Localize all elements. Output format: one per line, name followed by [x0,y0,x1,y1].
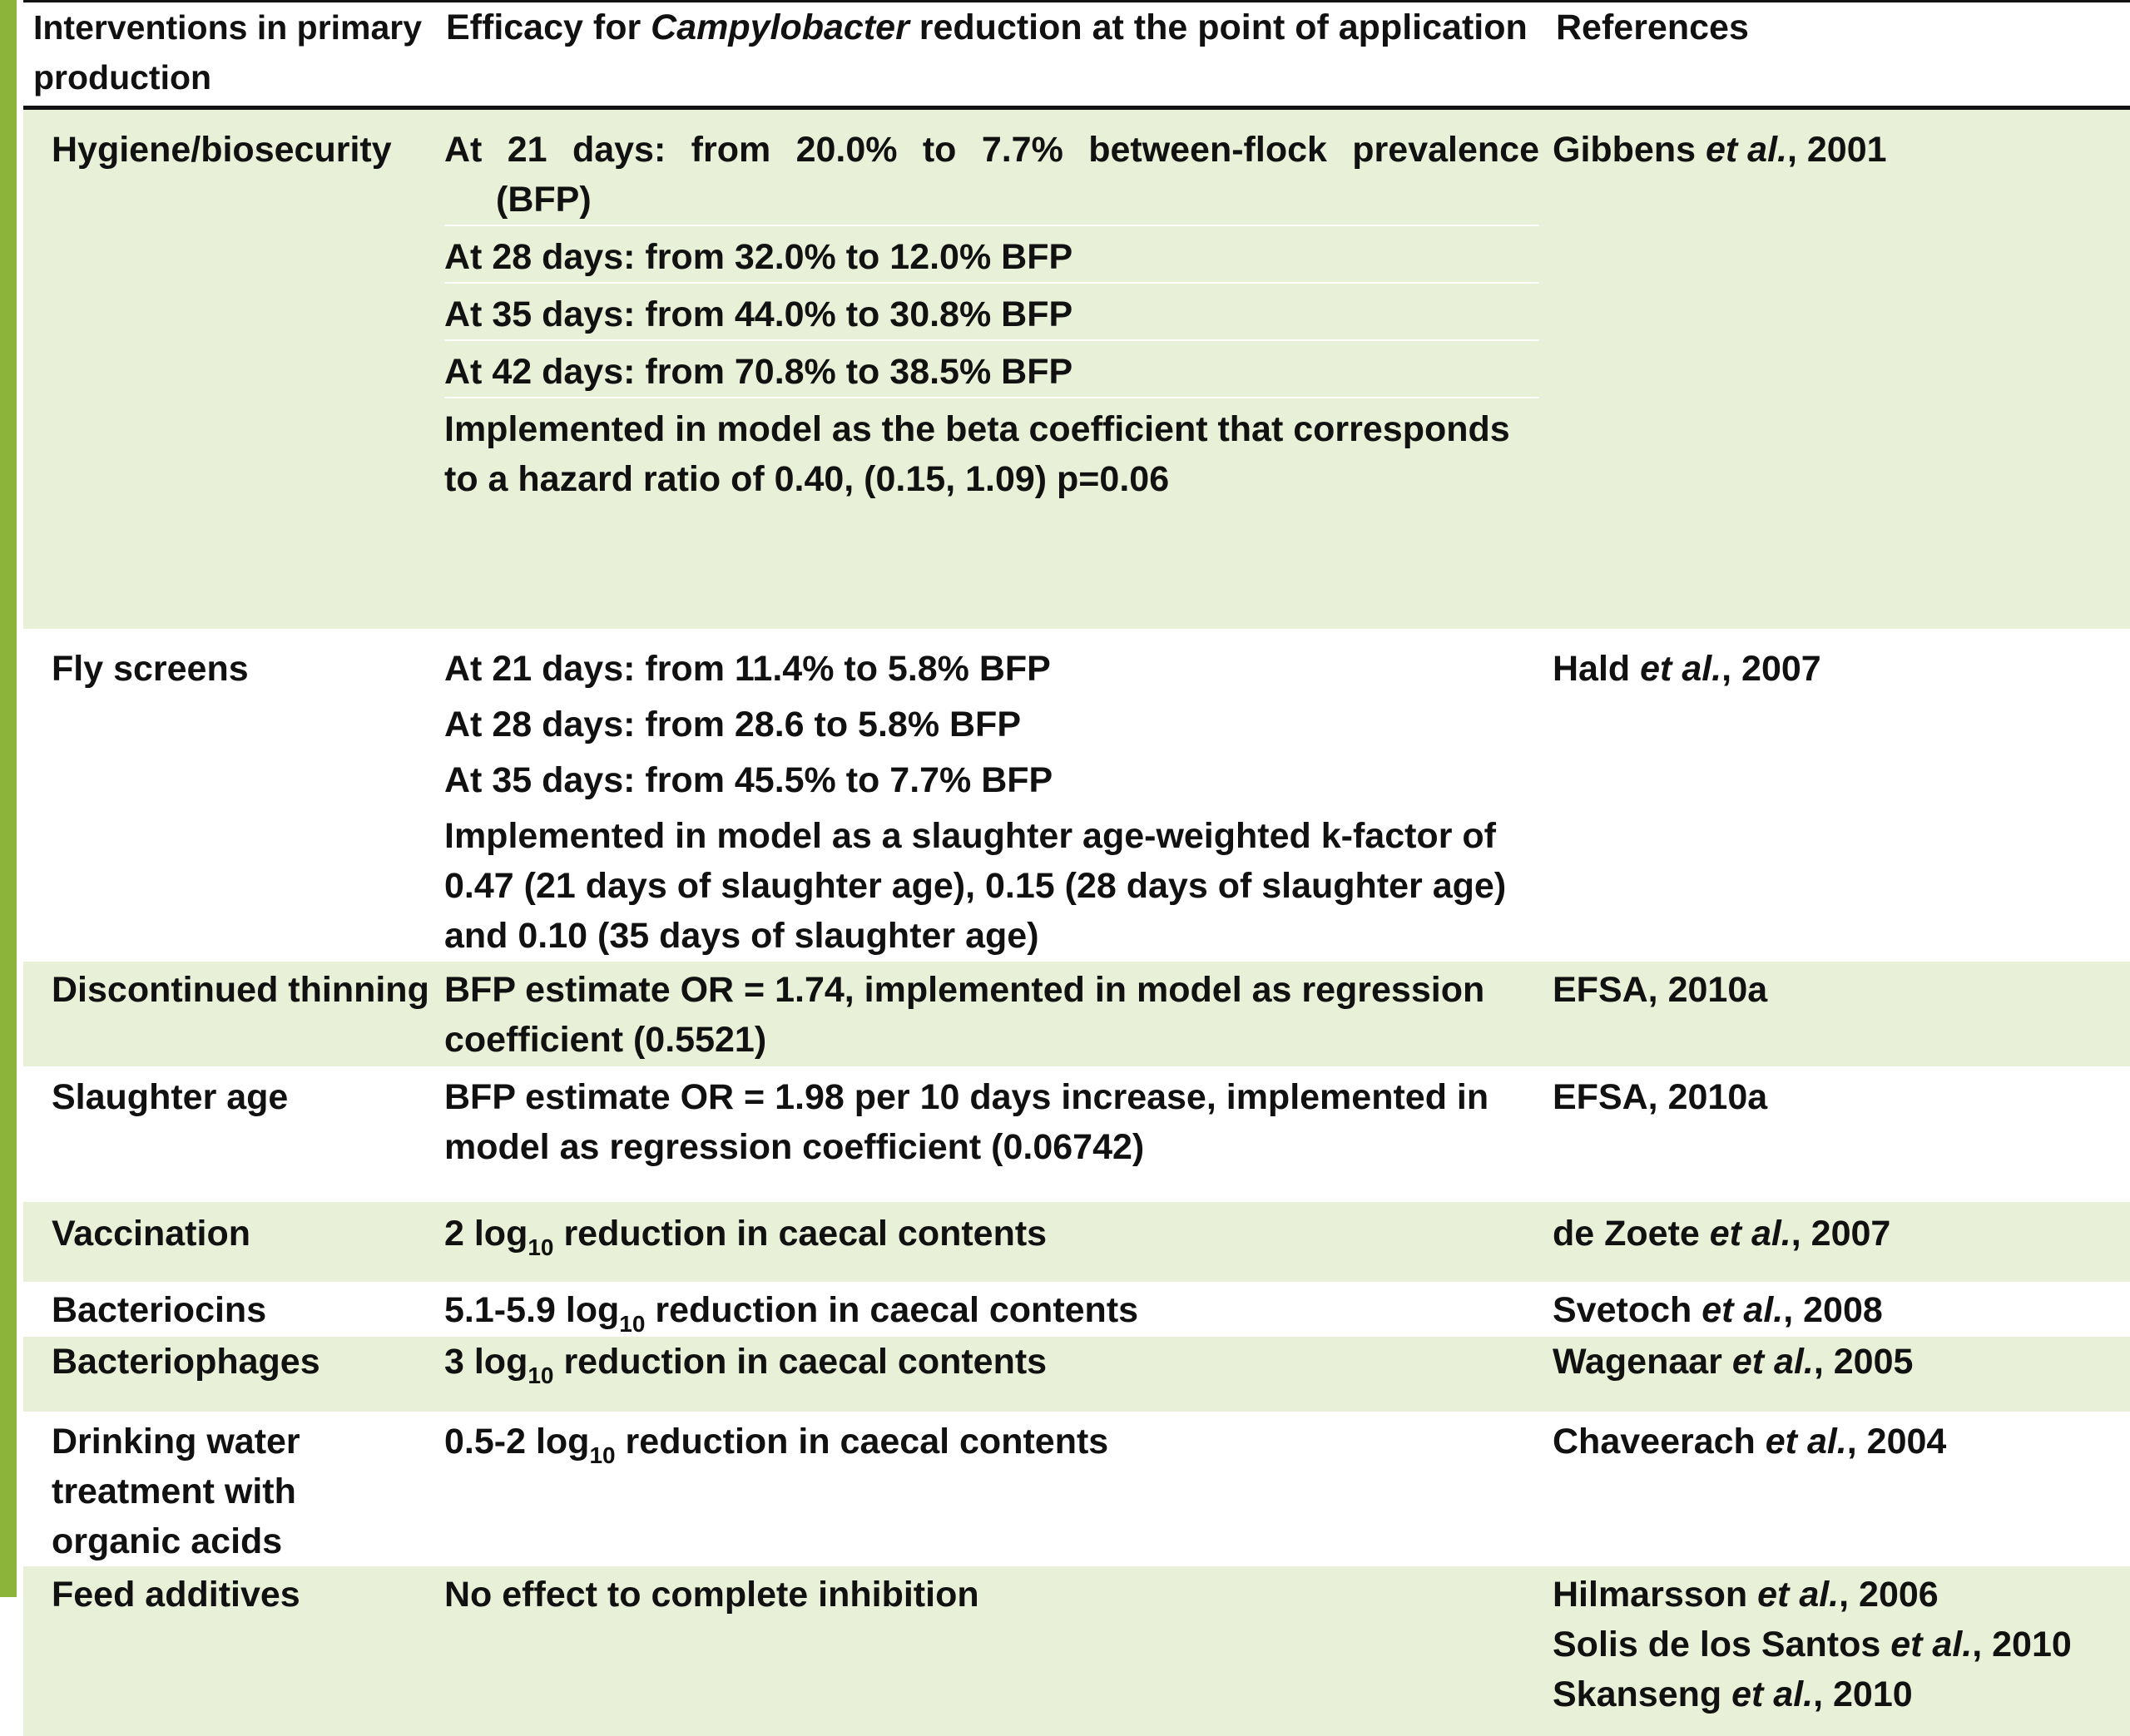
intervention-cell: Drinking water treatment with organic acids [23,1412,439,1566]
efficacy-line: At 35 days: from 44.0% to 30.8% BFP [444,289,1539,341]
reference-cell: Chaveerach et al., 2004 [1546,1412,2130,1566]
table-row [23,1337,2130,1412]
intervention-cell: Feed additives [23,1566,439,1736]
reference-cell: Svetoch et al., 2008 [1546,1282,2130,1337]
efficacy-cell: 3 $\log_{10}$ reduction in caecal contents [439,1337,1546,1412]
reference-cell: Wagenaar et al., 2005 [1546,1337,2130,1412]
efficacy-cell: No effect to complete inhibition [439,1566,1546,1736]
table-row [23,1202,2130,1282]
reference-cell: de Zoete et al., 2007 [1546,1202,2130,1282]
reference-cell [1546,1566,2130,1736]
reference-cell: EFSA, 2010a [1546,1068,2130,1203]
efficacy-cell [439,629,1546,962]
reference-line: Hilmarsson et al., 2006 [1553,1575,1939,1615]
efficacy-cell: 5.1-5.9 $\log_{10}$ reduction in caecal contents [439,1282,1546,1337]
intervention-cell: Discontinued thinning [23,962,439,1068]
accent-bar [0,0,17,1597]
efficacy-line: At 21 days: from 20.0% to 7.7% between-flock prevalence [444,130,1539,170]
intervention-cell: Bacteriocins [23,1282,439,1337]
reference-line: Skanseng et al., 2010 [1553,1674,1913,1714]
intervention-cell: Hygiene/biosecurity [23,108,439,630]
table-row [23,108,2130,630]
efficacy-line: Implemented in model as a slaughter age-weighted k-factor of 0.47 (21 days of slaughter age), 0.15 (28 days of slaughter age) and 0.10 (35 days of slaughter age) [444,816,1507,956]
intervention-cell: Vaccination [23,1202,439,1282]
table-row [23,629,2130,962]
efficacy-cell: 2 $\log_{10}$ reduction in caecal contents [439,1202,1546,1282]
efficacy-cell: BFP estimate OR = 1.98 per 10 days increase, implemented in model as regression coefficient (0.06742) [439,1068,1546,1203]
header-references: References [1546,2,2130,108]
table-row [23,962,2130,1068]
efficacy-line: At 35 days: from 45.5% to 7.7% BFP [444,760,1053,800]
efficacy-cell: BFP estimate OR = 1.74, implemented in model as regression coefficient (0.5521) [439,962,1546,1068]
reference-cell: Gibbens et al., 2001 [1546,108,2130,630]
efficacy-line: At 42 days: from 70.8% to 38.5% BFP [444,347,1539,398]
table-row [23,1282,2130,1337]
efficacy-line: (BFP) [444,175,1539,226]
interventions-table [23,2,2130,1736]
table-row [23,1566,2130,1736]
header-interventions: Interventions in primary production [23,2,439,108]
interventions-table-wrap [23,0,2130,1736]
intervention-cell: Bacteriophages [23,1337,439,1412]
efficacy-cell: 0.5-2 $\log_{10}$ reduction in caecal contents [439,1412,1546,1566]
efficacy-line: At 28 days: from 28.6 to 5.8% BFP [444,705,1021,744]
reference-cell: EFSA, 2010a [1546,962,2130,1068]
reference-cell: Hald et al., 2007 [1546,629,2130,962]
efficacy-line: At 28 days: from 32.0% to 12.0% BFP [444,232,1539,284]
efficacy-cell [439,108,1546,630]
intervention-cell: Slaughter age [23,1068,439,1203]
table-row [23,1068,2130,1203]
reference-line: Solis de los Santos et al., 2010 [1553,1625,2072,1664]
header-efficacy: Efficacy for Campylobacter reduction at the point of application [439,2,1546,108]
header-row [23,2,2130,108]
table-row [23,1412,2130,1566]
efficacy-line: Implemented in model as the beta coefficient that corresponds to a hazard ratio of 0.40, (0.15, 1.09) p=0.06 [444,409,1510,499]
intervention-cell: Fly screens [23,629,439,962]
efficacy-line: At 21 days: from 11.4% to 5.8% BFP [444,649,1051,689]
